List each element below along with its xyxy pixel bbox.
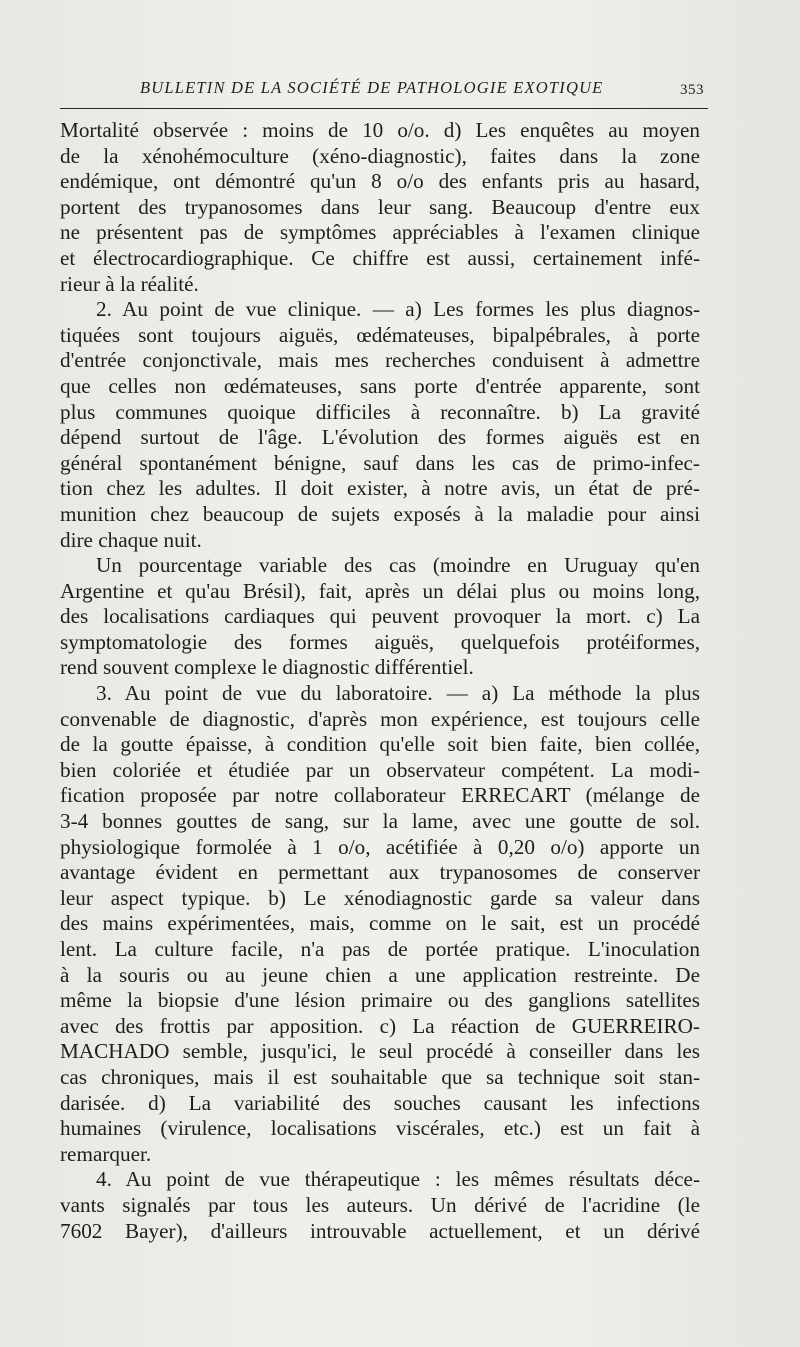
- text-line: ne présentent pas de symptômes appréciables à l'examen clinique: [60, 220, 700, 245]
- text-line: MACHADO semble, jusqu'ici, le seul procédé à conseiller dans les: [60, 1039, 700, 1064]
- text-line: bien coloriée et étudiée par un observateur compétent. La modi-: [60, 757, 700, 782]
- text-line: convenable de diagnostic, d'après mon expérience, est toujours celle: [60, 706, 700, 731]
- text-line: fication proposée par notre collaborateur ERRECART (mélange de: [60, 783, 700, 808]
- text-line: 3-4 bonnes gouttes de sang, sur la lame, avec une goutte de sol.: [60, 809, 700, 834]
- text-line: de la goutte épaisse, à condition qu'elle soit bien faite, bien collée,: [60, 732, 700, 757]
- text-line: que celles non œdémateuses, sans porte d'entrée apparente, sont: [60, 373, 700, 398]
- text-line: endémique, ont démontré qu'un 8 o/o des enfants pris au hasard,: [60, 169, 700, 194]
- text-line: tion chez les adultes. Il doit exister, à notre avis, un état de pré-: [60, 476, 700, 501]
- text-line: Mortalité observée : moins de 10 o/o. d) Les enquêtes au moyen: [60, 118, 700, 142]
- text-line: à la souris ou au jeune chien a une application restreinte. De: [60, 962, 700, 987]
- text-line: de la xénohémoculture (xéno-diagnostic), faites dans la zone: [60, 143, 700, 168]
- text-line: tiquées sont toujours aiguës, œdémateuses, bipalpébrales, à porte: [60, 322, 700, 347]
- text-line: avantage évident en permettant aux trypanosomes de conserver: [60, 860, 700, 885]
- text-line: d'entrée conjonctivale, mais mes recherches conduisent à admettre: [60, 348, 700, 373]
- section-heading-line: 4. Au point de vue thérapeutique : les mêmes résultats déce-: [96, 1167, 700, 1192]
- section-heading-line: 2. Au point de vue clinique. — a) Les formes les plus diagnos-: [96, 297, 700, 322]
- text-line: remarquer.: [60, 1141, 152, 1166]
- page-header: [60, 74, 710, 108]
- text-line: vants signalés par tous les auteurs. Un dérivé de l'acridine (le: [60, 1192, 700, 1217]
- text-line: général spontanément bénigne, sauf dans les cas de primo-infec-: [60, 450, 700, 475]
- text-line: leur aspect typique. b) Le xénodiagnostic garde sa valeur dans: [60, 885, 700, 910]
- text-line: humaines (virulence, localisations viscérales, etc.) est un fait à: [60, 1116, 700, 1141]
- text-line: dépend surtout de l'âge. L'évolution des formes aiguës est en: [60, 425, 700, 450]
- text-line: Argentine et qu'au Brésil), fait, après un délai plus ou moins long,: [60, 578, 700, 603]
- header-rule: [60, 108, 708, 109]
- text-line: avec des frottis par apposition. c) La réaction de GUERREIRO-: [60, 1013, 700, 1038]
- text-line: darisée. d) La variabilité des souches causant les infections: [60, 1090, 700, 1115]
- text-line: même la biopsie d'une lésion primaire ou des ganglions satellites: [60, 988, 700, 1013]
- text-line: lent. La culture facile, n'a pas de portée pratique. L'inoculation: [60, 937, 700, 961]
- text-line: plus communes quoique difficiles à reconnaître. b) La gravité: [60, 399, 700, 424]
- text-line: rieur à la réalité.: [60, 271, 199, 296]
- text-line: et électrocardiographique. Ce chiffre est aussi, certainement infé-: [60, 245, 700, 270]
- text-line: cas chroniques, mais il est souhaitable que sa technique soit stan-: [60, 1064, 700, 1089]
- text-line: physiologique formolée à 1 o/o, acétifiée à 0,20 o/o) apporte un: [60, 834, 700, 859]
- text-line: symptomatologie des formes aiguës, quelquefois protéiformes,: [60, 629, 700, 654]
- running-title: BULLETIN DE LA SOCIÉTÉ DE PATHOLOGIE EXOTIQUE: [140, 78, 604, 97]
- text-line: des mains expérimentées, mais, comme on le sait, est un procédé: [60, 911, 700, 936]
- text-line: Un pourcentage variable des cas (moindre en Uruguay qu'en: [96, 553, 700, 578]
- text-line: des localisations cardiaques qui peuvent provoquer la mort. c) La: [60, 604, 700, 629]
- body-text: [60, 118, 700, 1244]
- text-line: 7602 Bayer), d'ailleurs introuvable actuellement, et un dérivé: [60, 1218, 700, 1243]
- section-heading-line: 3. Au point de vue du laboratoire. — a) La méthode la plus: [96, 681, 700, 706]
- text-line: rend souvent complexe le diagnostic différentiel.: [60, 655, 474, 680]
- text-line: munition chez beaucoup de sujets exposés à la maladie pour ainsi: [60, 501, 700, 526]
- text-line: dire chaque nuit.: [60, 527, 202, 552]
- text-line: portent des trypanosomes dans leur sang. Beaucoup d'entre eux: [60, 194, 700, 219]
- page-number: 353: [680, 82, 704, 98]
